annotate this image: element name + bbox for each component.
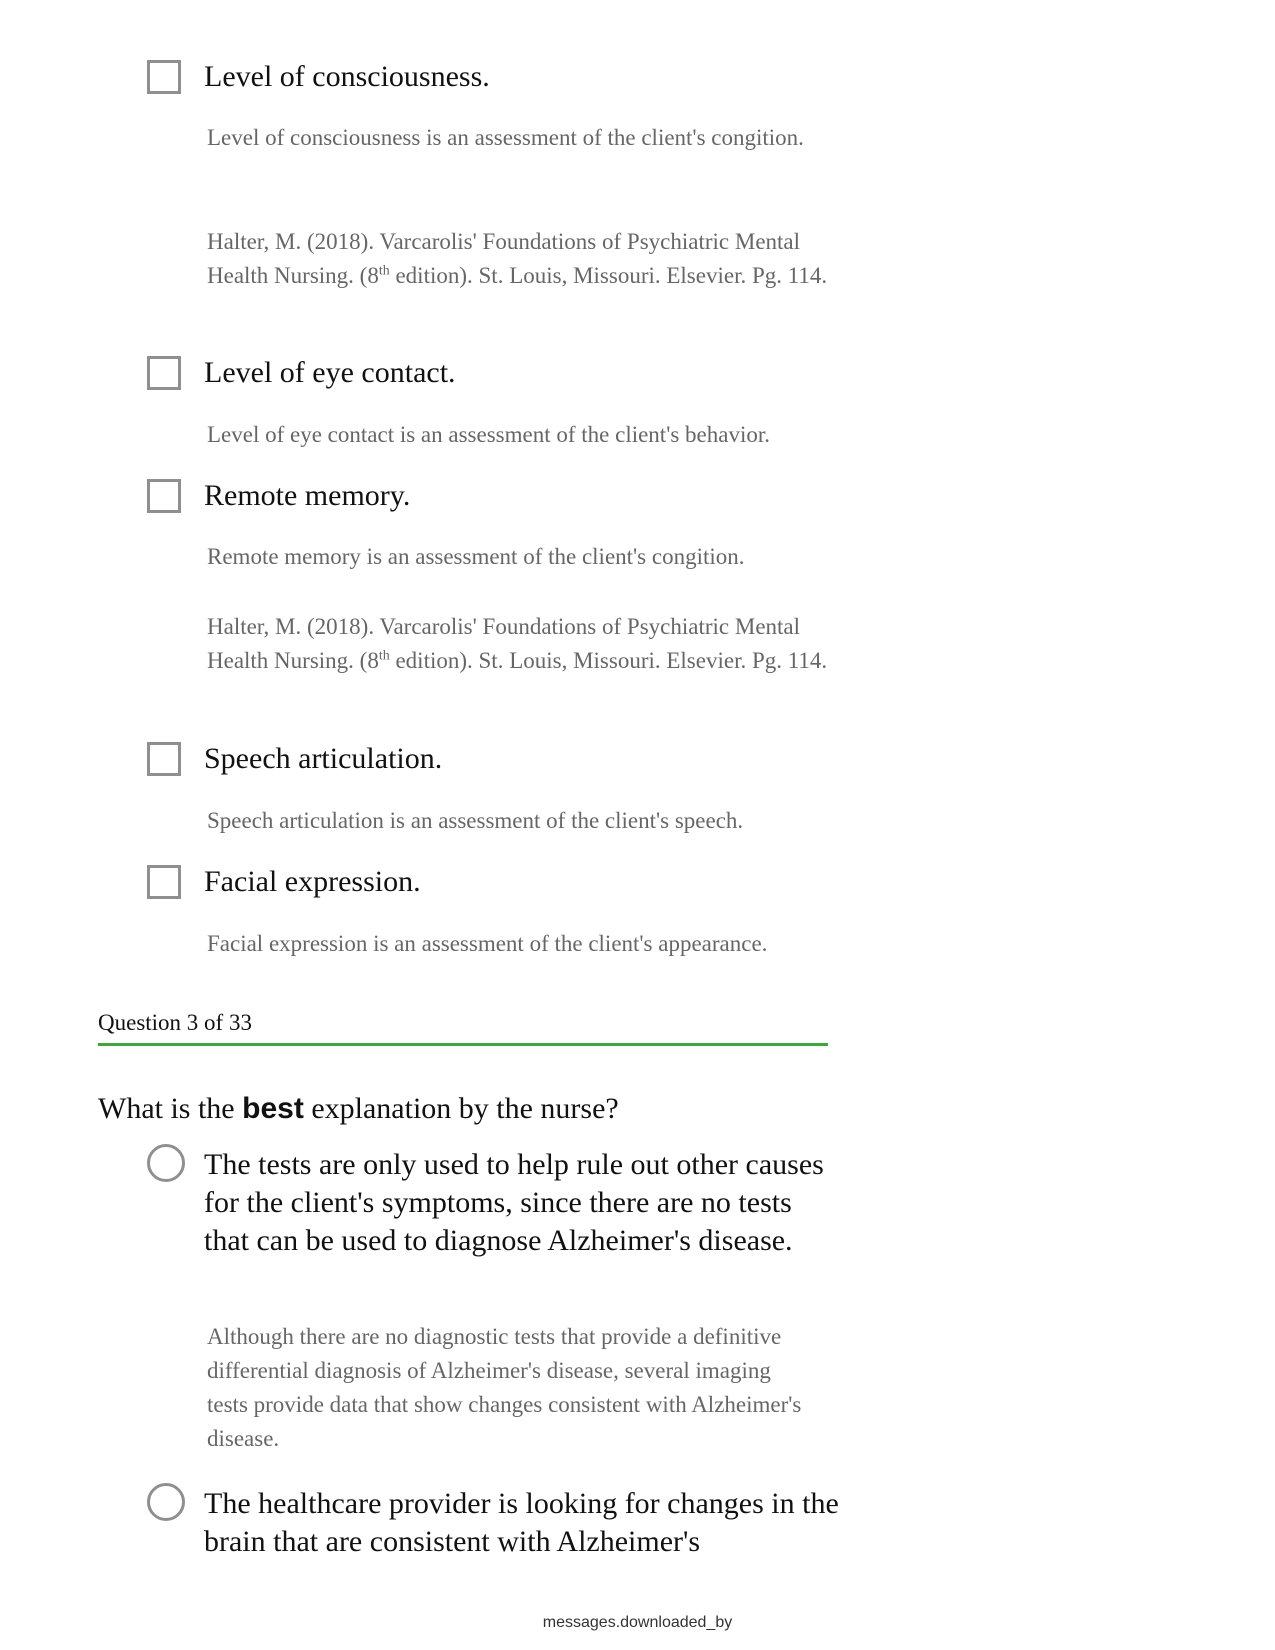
option-radio[interactable] bbox=[147, 1144, 185, 1182]
option-checkbox[interactable] bbox=[147, 356, 181, 390]
option-label: Speech articulation. bbox=[204, 742, 443, 775]
option-rationale: Speech articulation is an assessment of the client's speech. bbox=[207, 808, 744, 833]
option-checkbox[interactable] bbox=[147, 60, 181, 94]
option-checkbox[interactable] bbox=[147, 742, 181, 776]
reference-citation: Halter, M. (2018). Varcarolis' Foundations of Psychiatric Mental Health Nursing. (8th edition). St. Louis, Missouri. Elsevier. Pg. 114. bbox=[207, 614, 828, 673]
page-footer: messages.downloaded_by bbox=[542, 1614, 733, 1631]
option-label: Level of eye contact. bbox=[204, 356, 456, 389]
option-rationale: Remote memory is an assessment of the client's congition. bbox=[207, 544, 745, 569]
question-header: Question 3 of 33 bbox=[98, 1010, 828, 1046]
option-label: Remote memory. bbox=[204, 479, 411, 512]
option-checkbox[interactable] bbox=[147, 865, 181, 899]
option-label: The healthcare provider is looking for changes in the brain that are consistent with Alzheimer's bbox=[204, 1487, 839, 1558]
reference-citation: Halter, M. (2018). Varcarolis' Foundations of Psychiatric Mental Health Nursing. (8th edition). St. Louis, Missouri. Elsevier. Pg. 114. bbox=[207, 229, 828, 288]
option-rationale: Although there are no diagnostic tests that provide a definitive differential diagnosis of Alzheimer's disease, several imaging tests provide data that show changes consistent with Alzheimer's disease. bbox=[207, 1324, 802, 1451]
option-rationale: Level of eye contact is an assessment of the client's behavior. bbox=[207, 422, 770, 447]
option-rationale: Level of consciousness is an assessment of the client's congition. bbox=[207, 125, 804, 150]
option-rationale: Facial expression is an assessment of the client's appearance. bbox=[207, 931, 768, 956]
question-stem: What is the best explanation by the nurse? bbox=[98, 1092, 619, 1125]
option-label: Facial expression. bbox=[204, 865, 421, 898]
option-label: The tests are only used to help rule out other causes for the client's symptoms, since there are no tests that can be used to diagnose Alzheimer's disease. bbox=[204, 1148, 824, 1257]
option-checkbox[interactable] bbox=[147, 479, 181, 513]
option-label: Level of consciousness. bbox=[204, 60, 490, 93]
option-radio[interactable] bbox=[147, 1483, 185, 1521]
